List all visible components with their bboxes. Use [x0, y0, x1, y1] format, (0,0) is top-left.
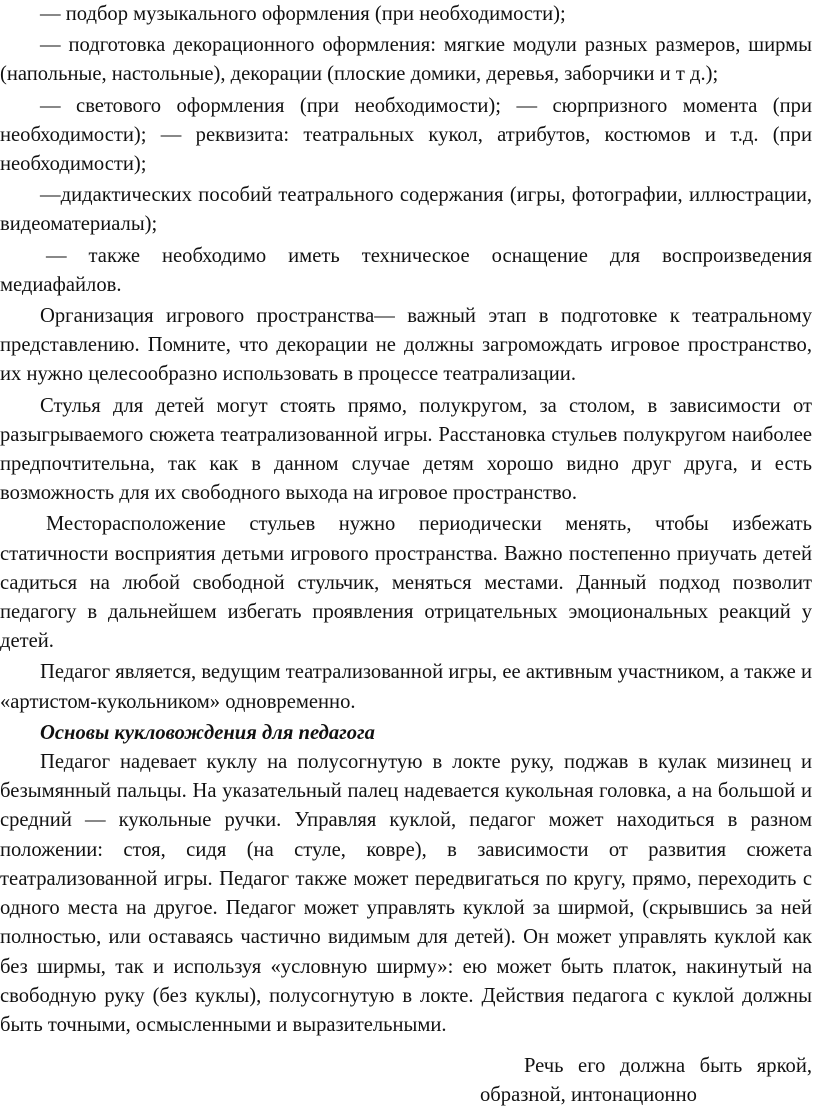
list-item-didactic: —дидактических пособий театрального содержания (игры, фотографии, иллюстрации, видеоматериалы); — [0, 184, 812, 236]
list-item-music: — подбор музыкального оформления (при необходимости); — [40, 3, 566, 25]
list-item-lighting: — светового оформления (при необходимости); — сюрпризного момента (при необходимости); — реквизита: театральных кукол, атрибутов, костюмов и т.д. (при необходимости); — [0, 94, 812, 176]
paragraph-puppetry: Педагог надевает куклу на полусогнутую в локте руку, поджав в кулак мизинец и безымянный пальцы. На указательный палец надевается кукольная головка, а на большой и средний — кукольные ручки. Управляя куклой, педагог может находиться в разном положении: стоя, сидя (на стуле, ковре), в зависимости от развития сюжета театрализованной игры. Педагог также может передвигаться по кругу, прямо, переходить с одного места на другое. Педагог может управлять куклой за ширмой, (скрывшись за ней полностью, или оставаясь частично видимым для детей). Он может управлять куклой как без ширмы, так и используя «условную ширму»: ею может быть платок, накинутый на свободную руку (без куклы), полусогнутую в локте. Действия педагога с куклой должны быть точными, осмысленными и выразительными. — [0, 751, 812, 1036]
section-heading: Основы кукловождения для педагога — [40, 721, 375, 744]
paragraph-chairs: Стулья для детей могут стоять прямо, полукругом, за столом, в зависимости от разыгрываемого сюжета театрализованной игры. Расстановка стульев полукругом наиболее предпочтительна, так как в данном случае детям хорошо видно друг друга, и есть возможность для их свободного выхода на игровое пространство. — [0, 394, 812, 505]
paragraph-seating-change: Месторасположение стульев нужно периодически менять, чтобы избежать статичности восприятия детьми игрового пространства. Важно постепенно приучать детей садиться на любой свободной стульчик, меняться местами. Данный подход позволит педагогу в дальнейшем избегать проявления отрицательных эмоциональных реакций у детей. — [0, 513, 812, 653]
list-item-decorations: — подготовка декорационного оформления: мягкие модули разных размеров, ширмы (напольные, настольные), декорации (плоские домики, деревья, заборчики и т д.); — [0, 34, 812, 86]
paragraph-play-space: Организация игрового пространства— важный этап в подготовке к театральному представлению. Помните, что декорации не должны загромождать игровое пространство, их нужно целесообразно использовать в процессе театрализации. — [0, 305, 812, 386]
list-item-technical: — также необходимо иметь техническое оснащение для воспроизведения медиафайлов. — [0, 244, 812, 296]
paragraph-speech: Речь его должна быть яркой, образной, интонационно — [480, 1055, 812, 1107]
paragraph-teacher-role: Педагог является, ведущим театрализованной игры, ее активным участником, а также и «артистом-кукольником» одновременно. — [0, 661, 812, 713]
